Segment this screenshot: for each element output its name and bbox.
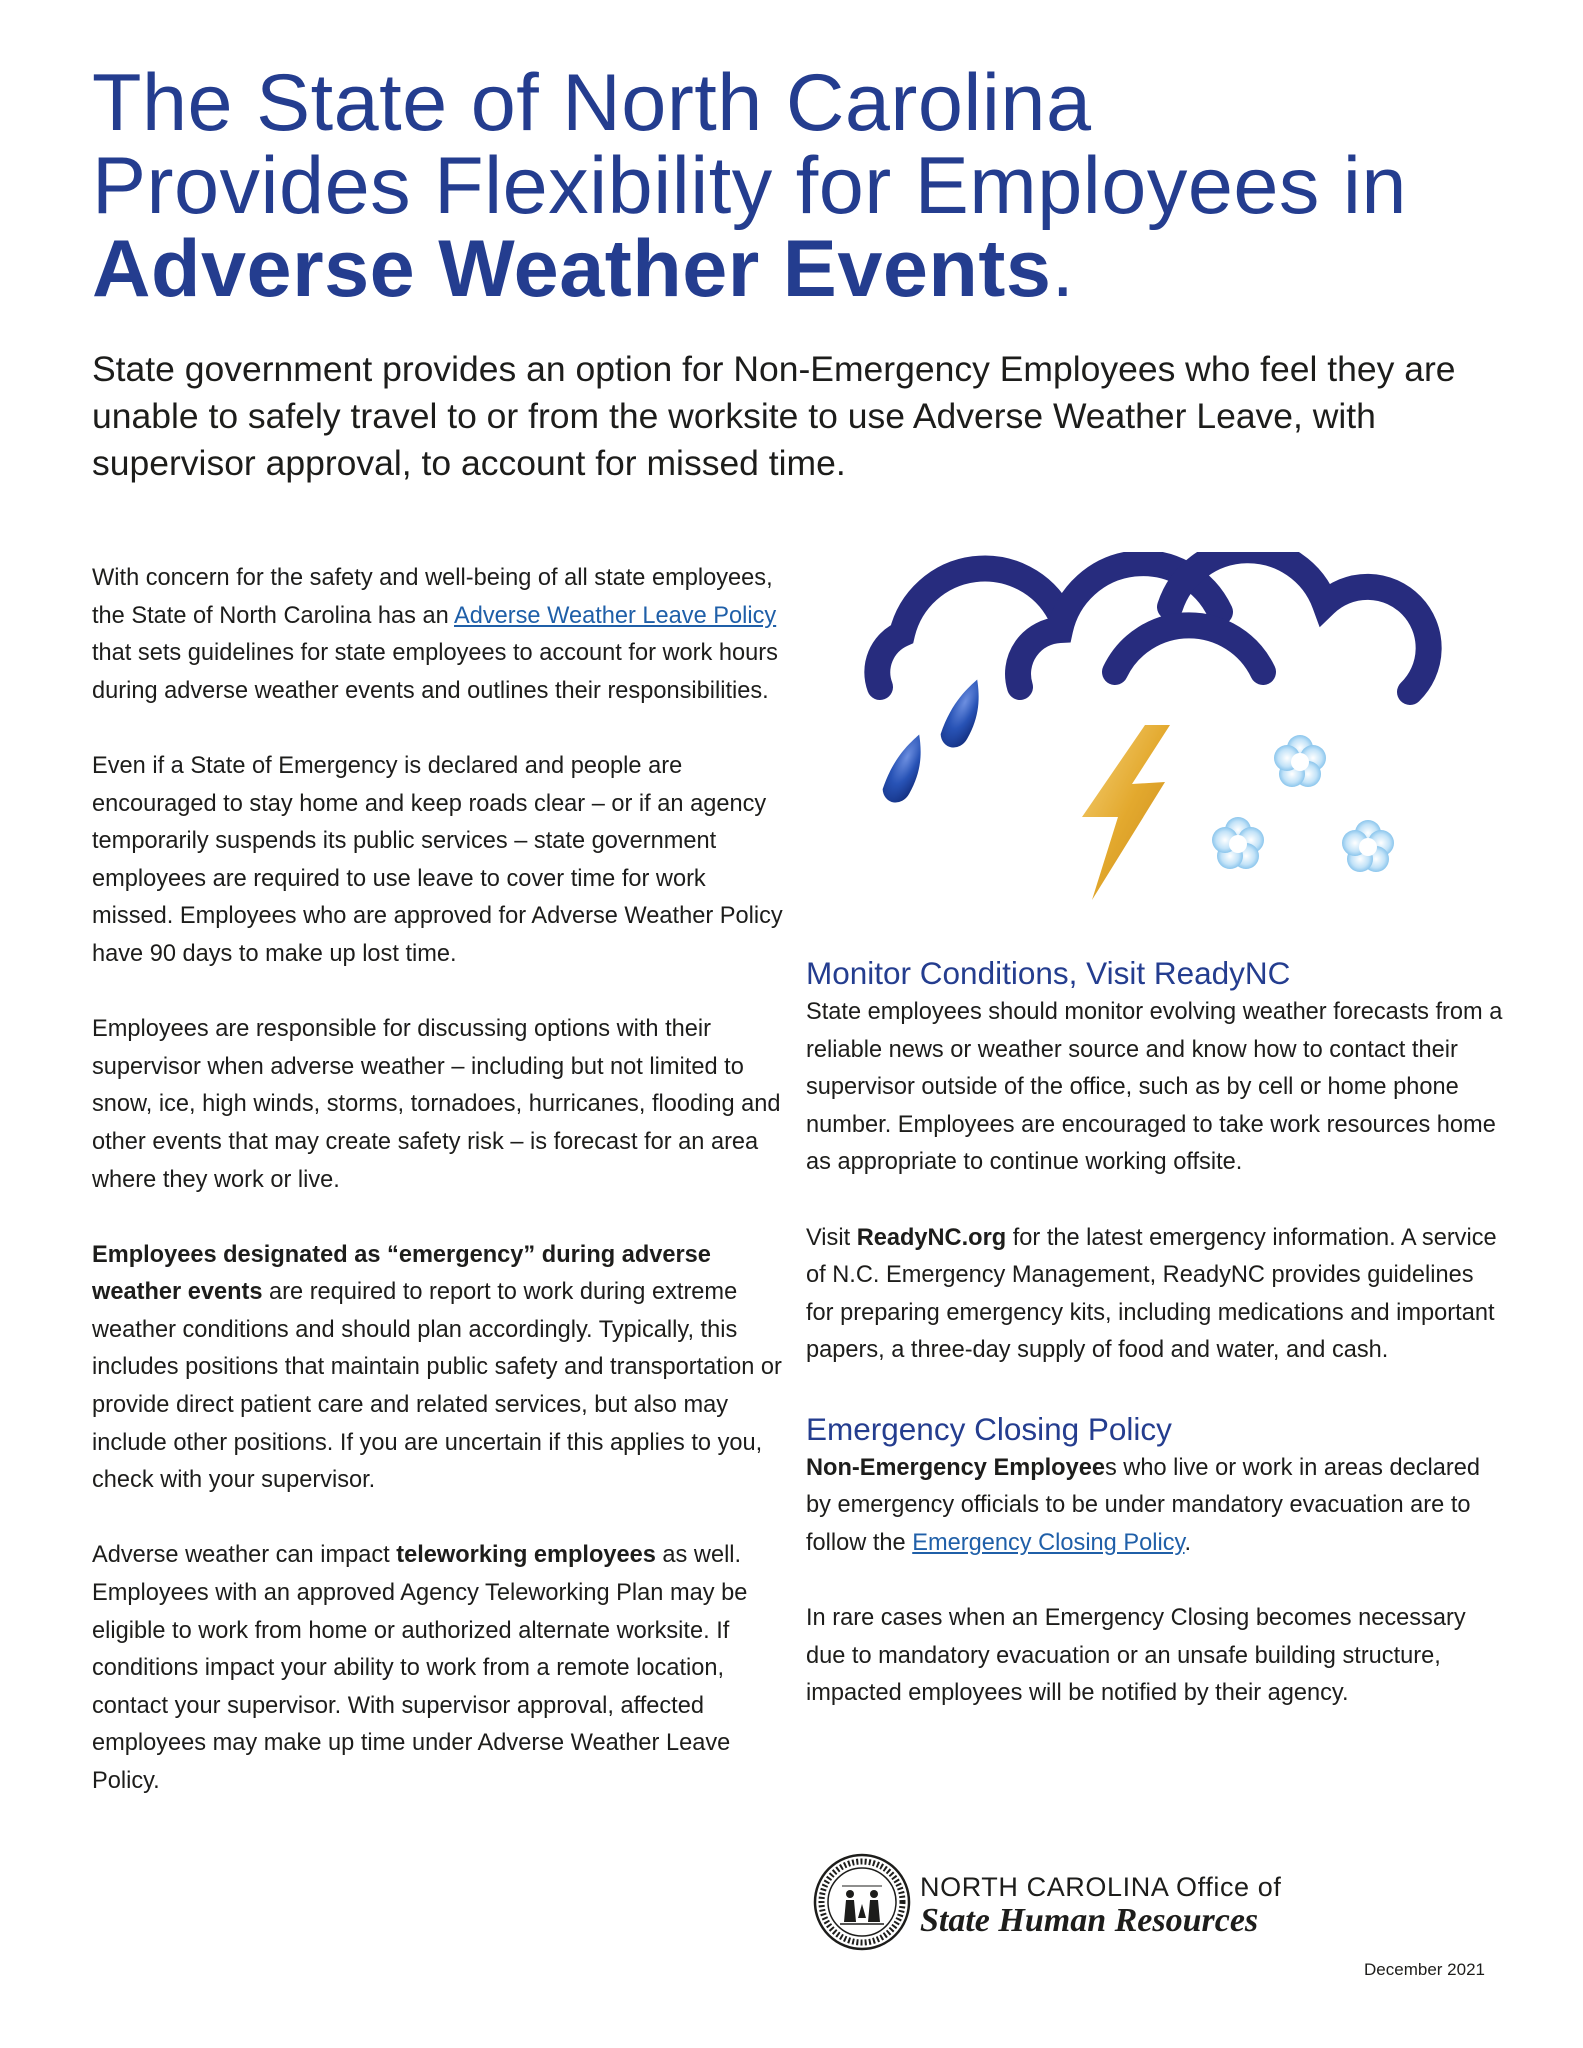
weather-illustration — [820, 552, 1520, 922]
teleworking-bold: teleworking employees — [396, 1542, 656, 1569]
intro-paragraph — [92, 560, 792, 710]
readync-link-text: ReadyNC.org — [856, 1224, 1007, 1251]
title-line-3 — [92, 224, 1512, 314]
title-line-1: The State of North Carolina — [92, 58, 1092, 148]
readync-paragraph — [806, 1220, 1506, 1370]
cloud-icon — [877, 552, 1428, 692]
page-title — [92, 58, 1512, 314]
intro-text-end: that sets guidelines for state employees to account for work hours during adverse weather events and outlines their responsibilities. — [92, 640, 778, 704]
logo-line-1: NORTH CAROLINA Office of — [920, 1872, 1282, 1902]
teleworking-paragraph — [92, 1537, 792, 1800]
emergency-employees-paragraph — [92, 1237, 792, 1500]
state-of-emergency-paragraph: Even if a State of Emergency is declared and people are encouraged to stay home and keep roads clear – or if an agency temporarily suspends its public services – state government employees are required to use leave to cover time for work missed. Employees who are approved for Adverse Weather Policy have 90 days to make up lost time. — [92, 752, 783, 967]
monitor-conditions-heading: Monitor Conditions, Visit ReadyNC — [806, 955, 1291, 991]
readync-text-end: for the latest emergency information. A service of N.C. Emergency Management, ReadyNC provides guidelines for preparing emergency kits, including medications and important papers, a three-day supply of food and water, and cash. — [806, 1224, 1497, 1364]
teleworking-text-start: Adverse weather can impact — [92, 1542, 397, 1569]
emergency-closing-heading: Emergency Closing Policy — [806, 1410, 1172, 1447]
state-seal-icon — [812, 1852, 912, 1952]
publication-date: December 2021 — [1364, 1960, 1485, 1979]
title-period: . — [1051, 224, 1075, 314]
right-column — [806, 952, 1506, 1750]
readync-text-start: Visit — [806, 1224, 857, 1251]
monitor-conditions-paragraph: State employees should monitor evolving weather forecasts from a reliable news or weather source and know how to contact their supervisor outside of the office, such as by cell or home phone number. Employees are encouraged to take work resources home as appropriate to continue working offsite. — [806, 999, 1503, 1176]
teleworking-text-end: as well. Employees with an approved Agency Teleworking Plan may be eligible to work from home or authorized alternate worksite. If conditions impact your ability to work from a remote location, contact your supervisor. With supervisor approval, affected employees may make up time under Adverse Weather Leave Policy. — [92, 1542, 748, 1794]
page-subtitle: State government provides an option for Non-Emergency Employees who feel they are unable to safely travel to or from the worksite to use Adverse Weather Leave, with supervisor approval, to account for missed time. — [92, 349, 1456, 483]
employee-responsibility-paragraph: Employees are responsible for discussing options with their supervisor when adverse weather – including but not limited to snow, ice, high winds, storms, tornadoes, hurricanes, flooding and other events that may create safety risk – is forecast for an area where they work or live. — [92, 1016, 781, 1193]
emergency-closing-text: s who live or work in areas declared by emergency officials to be under mandatory evacuation are to follow the — [806, 1454, 1480, 1556]
lightning-bolt-icon — [1082, 725, 1170, 900]
emergency-closing-period: . — [1184, 1529, 1192, 1556]
left-column — [92, 560, 792, 1838]
snowflake-icon — [1212, 817, 1264, 869]
non-emergency-bold: Non-Emergency Employee — [806, 1454, 1105, 1481]
title-bold-text: Adverse Weather Events — [92, 224, 1052, 314]
emergency-employees-text: are required to report to work during extreme weather conditions and should plan accordingly. Typically, this includes positions that maintain public safety and transportation or provide direct patient care and related services, but also may include other positions. If you are uncertain if this applies to you, check with your supervisor. — [92, 1279, 782, 1494]
snowflake-icon — [1342, 820, 1394, 872]
rare-cases-paragraph: In rare cases when an Emergency Closing becomes necessary due to mandatory evacuation or an unsafe building structure, impacted employees will be notified by their agency. — [806, 1604, 1466, 1707]
nc-oshr-logo — [812, 1852, 1332, 1954]
emergency-closing-policy-link[interactable]: Emergency Closing Policy — [912, 1529, 1185, 1556]
logo-line-2: State Human Resources — [920, 1902, 1259, 1939]
emergency-closing-paragraph — [806, 1450, 1506, 1563]
raindrop-icon — [937, 675, 992, 753]
title-line-2: Provides Flexibility for Employees in — [92, 141, 1407, 231]
emergency-employees-bold: Employees designated as “emergency” during adverse weather events — [92, 1241, 711, 1306]
intro-text-start: With concern for the safety and well-being of all state employees, the State of North Carolina has an — [92, 565, 773, 629]
snowflake-icon — [1274, 735, 1326, 787]
raindrop-icon — [879, 730, 934, 808]
adverse-weather-leave-policy-link[interactable]: Adverse Weather Leave Policy — [454, 602, 777, 629]
